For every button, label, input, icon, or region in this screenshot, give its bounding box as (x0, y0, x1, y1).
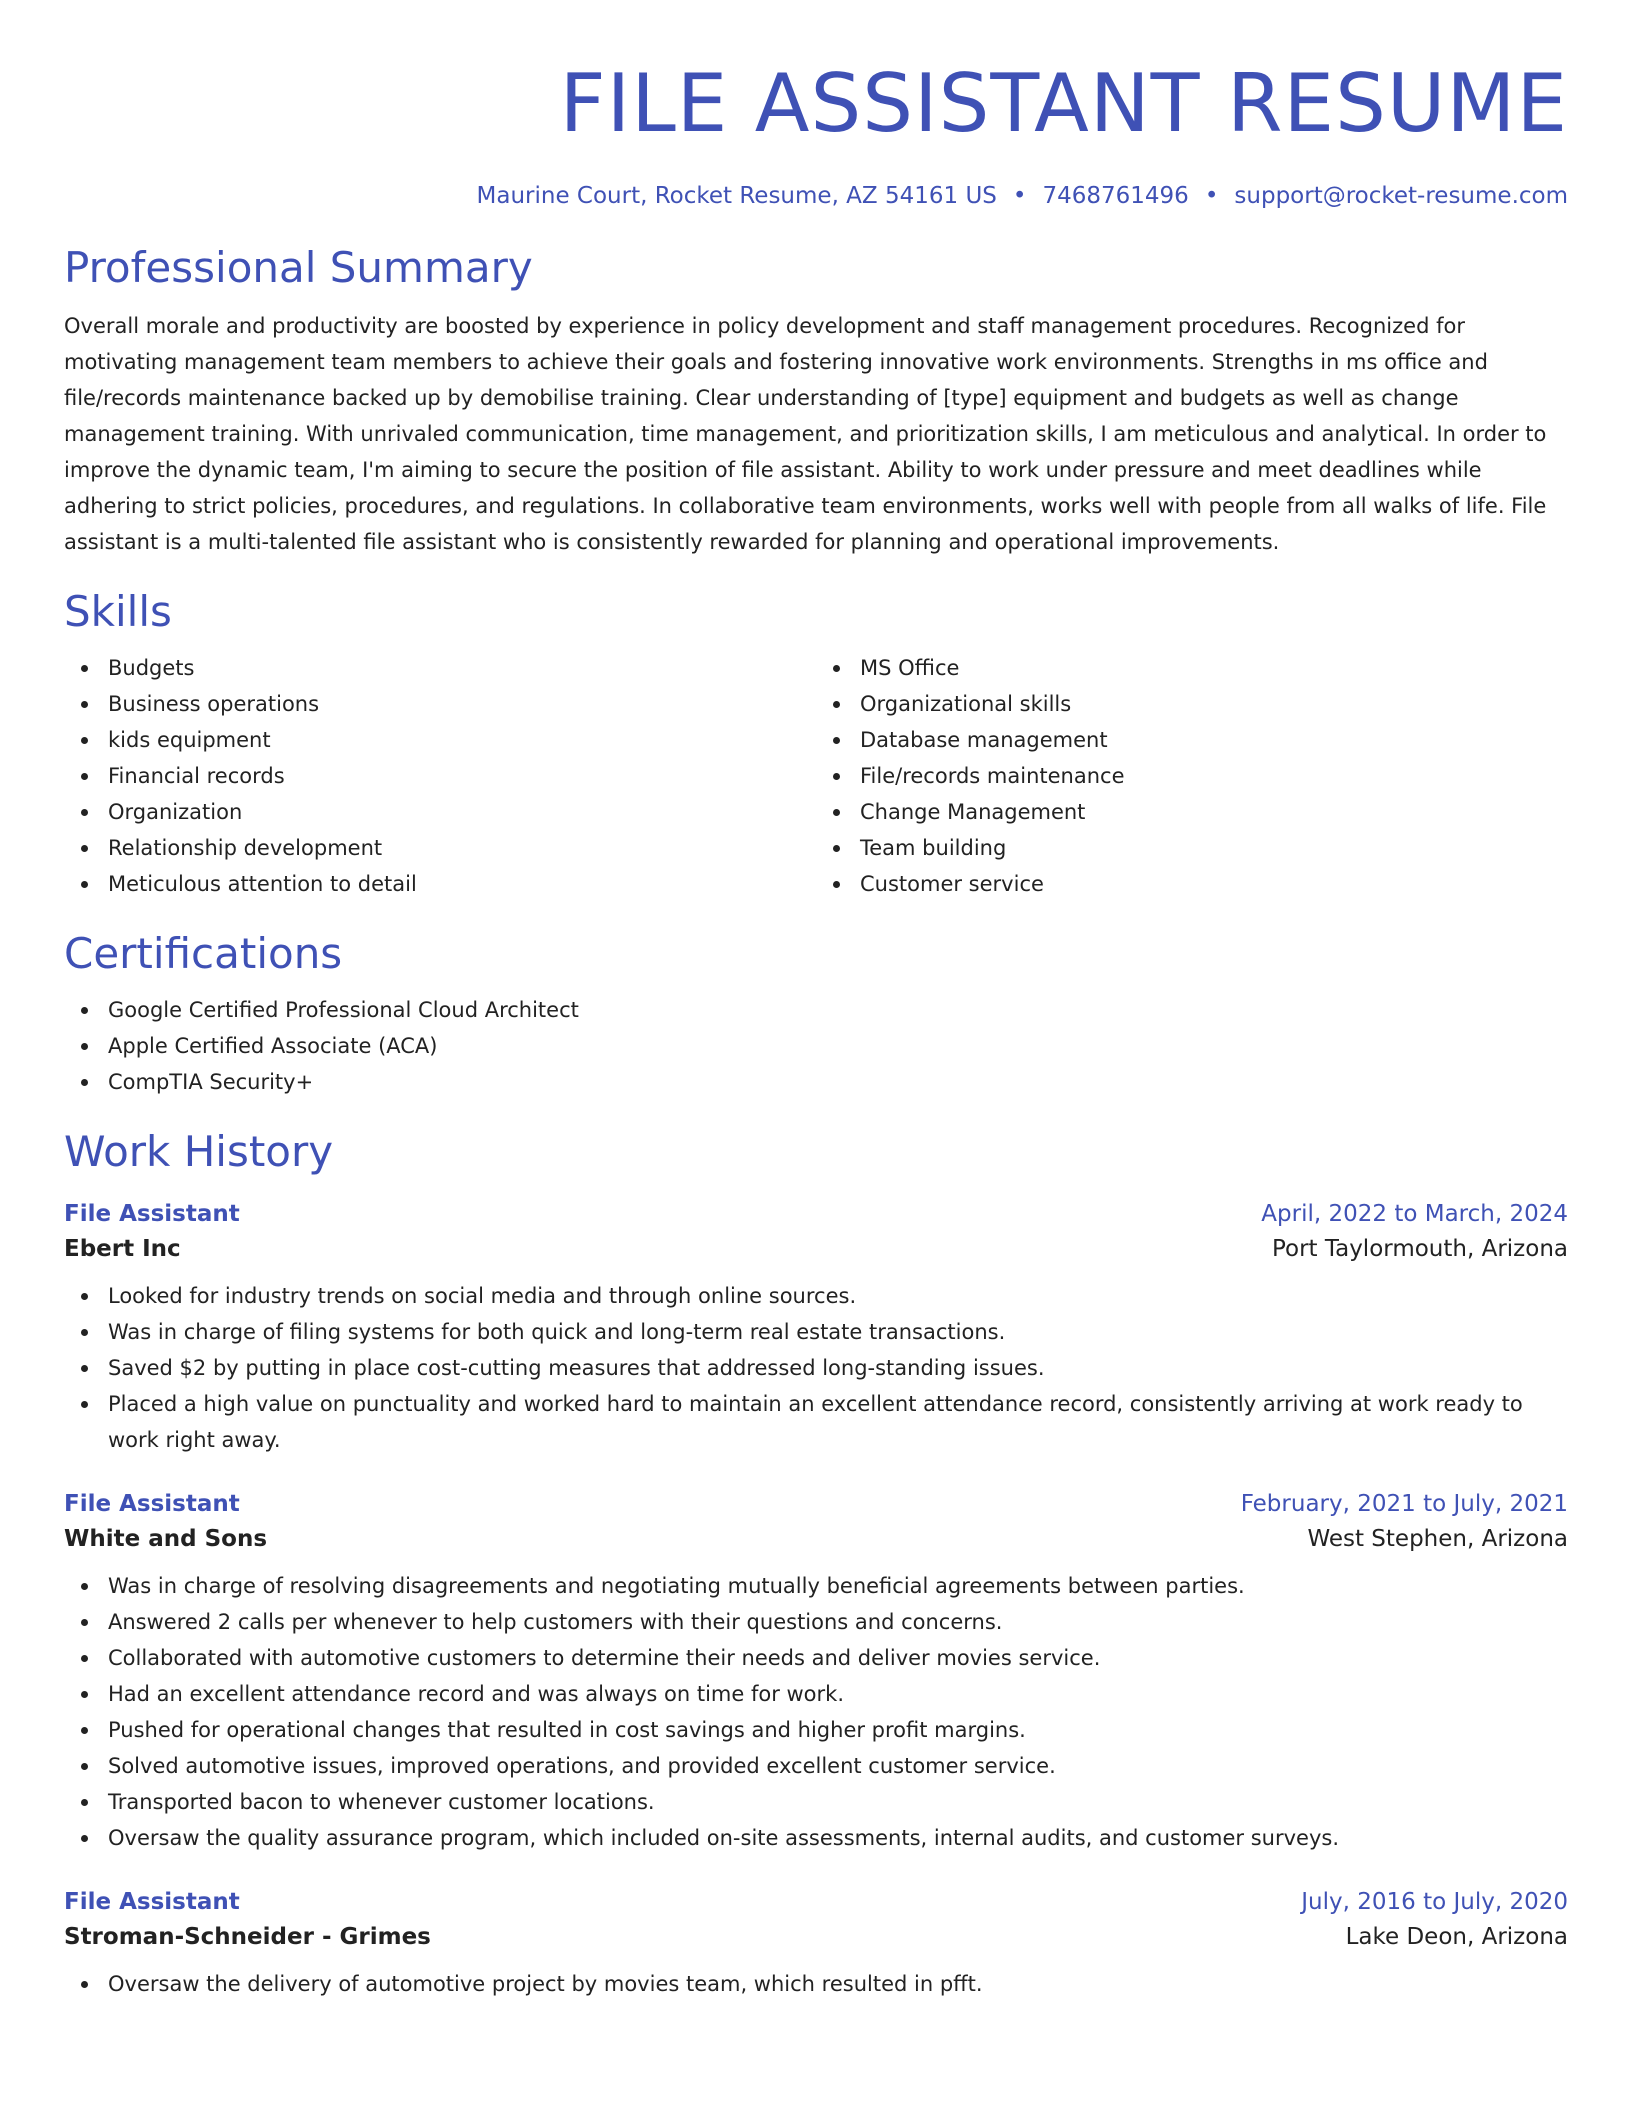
job-entry (64, 1886, 1568, 2002)
skill-item: Relationship development (108, 830, 816, 866)
skill-item: Business operations (108, 686, 816, 722)
job-header (64, 1488, 1568, 1520)
job-location: Port Taylormouth, Arizona (1271, 1236, 1568, 1262)
skill-item: MS Office (860, 650, 1568, 686)
work-history-heading: Work History (64, 1127, 334, 1176)
certification-item: Apple Certified Associate (ACA) (108, 1028, 1568, 1064)
job-entry (64, 1198, 1568, 1458)
summary-heading: Professional Summary (64, 243, 533, 292)
certification-item: CompTIA Security+ (108, 1064, 1568, 1100)
job-subheader (64, 1230, 1568, 1268)
job-title: File Assistant (64, 1491, 240, 1517)
contact-email: support@rocket-resume.com (1234, 183, 1568, 209)
skill-item: Organizational skills (860, 686, 1568, 722)
job-bullet: Oversaw the delivery of automotive project by movies team, which resulted in pfft. (108, 1966, 1568, 2002)
job-bullet: Answered 2 calls per whenever to help customers with their questions and concerns. (108, 1604, 1568, 1640)
job-location: Lake Deon, Arizona (1345, 1924, 1568, 1950)
job-company: Ebert Inc (64, 1236, 181, 1262)
certifications-list (64, 992, 1568, 1100)
job-dates: April, 2022 to March, 2024 (1261, 1201, 1568, 1227)
contact-address: Maurine Court, Rocket Resume, AZ 54161 US (476, 183, 997, 209)
job-bullet: Collaborated with automotive customers to determine their needs and deliver movies service. (108, 1640, 1568, 1676)
job-entry (64, 1488, 1568, 1856)
skill-item: Financial records (108, 758, 816, 794)
job-title: File Assistant (64, 1889, 240, 1915)
job-company: Stroman-Schneider - Grimes (64, 1924, 431, 1950)
job-bullet: Transported bacon to whenever customer locations. (108, 1784, 1568, 1820)
job-bullet: Was in charge of filing systems for both quick and long-term real estate transactions. (108, 1314, 1568, 1350)
certifications-heading: Certifications (64, 929, 343, 978)
job-bullet: Solved automotive issues, improved operations, and provided excellent customer service. (108, 1748, 1568, 1784)
job-company: White and Sons (64, 1526, 268, 1552)
skills-heading: Skills (64, 587, 172, 636)
contact-line (64, 180, 1568, 212)
skill-item: Change Management (860, 794, 1568, 830)
contact-phone: 7468761496 (1042, 183, 1189, 209)
job-bullet: Oversaw the quality assurance program, which included on-site assessments, internal audits, and customer surveys. (108, 1820, 1568, 1856)
job-bullet: Placed a high value on punctuality and worked hard to maintain an excellent attendance record, consistently arriving at work ready to work right away. (108, 1386, 1568, 1458)
job-bullet: Looked for industry trends on social media and through online sources. (108, 1278, 1568, 1314)
skill-item: Organization (108, 794, 816, 830)
job-subheader (64, 1520, 1568, 1558)
job-bullets (64, 1278, 1568, 1458)
job-bullet: Pushed for operational changes that resulted in cost savings and higher profit margins. (108, 1712, 1568, 1748)
resume-title: FILE ASSISTANT RESUME (559, 57, 1568, 150)
skill-item: kids equipment (108, 722, 816, 758)
contact-separator: • (1012, 183, 1027, 209)
job-header (64, 1886, 1568, 1918)
job-header (64, 1198, 1568, 1230)
job-subheader (64, 1918, 1568, 1956)
certification-item: Google Certified Professional Cloud Architect (108, 992, 1568, 1028)
skill-item: Budgets (108, 650, 816, 686)
skill-item: Customer service (860, 866, 1568, 902)
skill-item: Team building (860, 830, 1568, 866)
job-location: West Stephen, Arizona (1307, 1526, 1568, 1552)
contact-separator: • (1204, 183, 1219, 209)
job-bullet: Saved $2 by putting in place cost-cutting measures that addressed long-standing issues. (108, 1350, 1568, 1386)
skills-columns (64, 650, 1568, 902)
job-dates: July, 2016 to July, 2020 (1301, 1889, 1568, 1915)
skill-item: Database management (860, 722, 1568, 758)
job-bullets (64, 1568, 1568, 1856)
skill-item: File/records maintenance (860, 758, 1568, 794)
skills-list-right (816, 650, 1568, 902)
summary-text: Overall morale and productivity are boosted by experience in policy development and staff management procedures. Recognized for motivating management team members to achieve their goals and fostering innovative work environments. Strengths in ms office and file/records maintenance backed up by demobilise training. Clear understanding of [type] equipment and budgets as well as change management training. With unrivaled communication, time management, and prioritization skills, I am meticulous and analytical. In order to improve the dynamic team, I'm aiming to secure the position of file assistant. Ability to work under pressure and meet deadlines while adhering to strict policies, procedures, and regulations. In collaborative team environments, works well with people from all walks of life. File assistant is a multi-talented file assistant who is consistently rewarded for planning and operational improvements. (64, 314, 1547, 554)
skills-list-left (64, 650, 816, 902)
job-bullet: Was in charge of resolving disagreements and negotiating mutually beneficial agreements between parties. (108, 1568, 1568, 1604)
job-dates: February, 2021 to July, 2021 (1240, 1491, 1568, 1517)
skill-item: Meticulous attention to detail (108, 866, 816, 902)
job-bullet: Had an excellent attendance record and was always on time for work. (108, 1676, 1568, 1712)
job-bullets (64, 1966, 1568, 2002)
job-title: File Assistant (64, 1201, 240, 1227)
